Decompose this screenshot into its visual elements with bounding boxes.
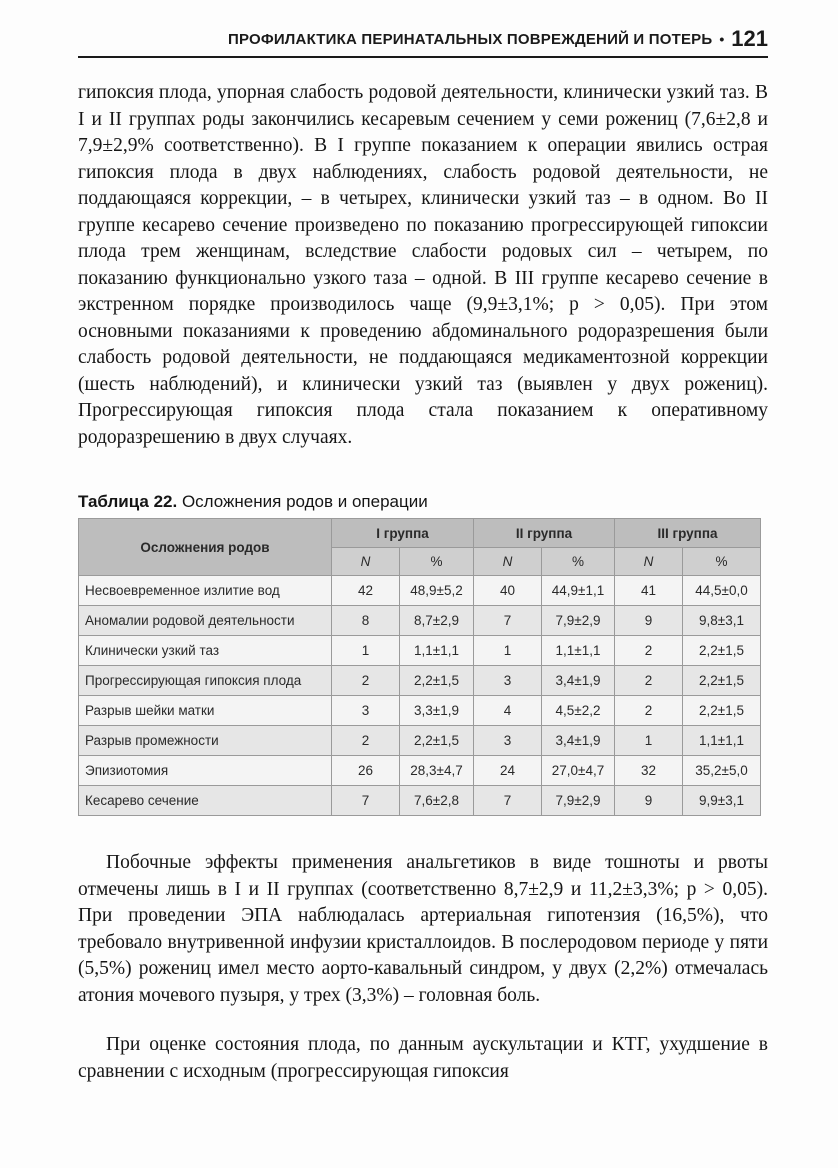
table-row	[79, 666, 761, 696]
cell-value: 48,9±5,2	[400, 576, 474, 606]
table-row	[79, 786, 761, 816]
table-row	[79, 606, 761, 636]
row-label: Разрыв промежности	[79, 726, 332, 756]
cell-value: 2,2±1,5	[683, 696, 761, 726]
table-row	[79, 576, 761, 606]
cell-value: 35,2±5,0	[683, 756, 761, 786]
subheader-n: N	[474, 548, 542, 576]
row-label: Разрыв шейки матки	[79, 696, 332, 726]
cell-value: 44,5±0,0	[683, 576, 761, 606]
header-separator: •	[719, 31, 725, 47]
cell-value: 9	[615, 786, 683, 816]
row-label: Кесарево сечение	[79, 786, 332, 816]
row-label: Несвоевременное излитие вод	[79, 576, 332, 606]
cell-value: 7,6±2,8	[400, 786, 474, 816]
cell-value: 28,3±4,7	[400, 756, 474, 786]
cell-value: 3,4±1,9	[542, 666, 615, 696]
table-caption-label: Таблица 22.	[78, 492, 178, 511]
cell-value: 2	[332, 666, 400, 696]
cell-value: 8	[332, 606, 400, 636]
cell-value: 42	[332, 576, 400, 606]
cell-value: 8,7±2,9	[400, 606, 474, 636]
cell-value: 3	[474, 666, 542, 696]
row-label: Прогрессирующая гипоксия плода	[79, 666, 332, 696]
cell-value: 7,9±2,9	[542, 786, 615, 816]
cell-value: 1,1±1,1	[400, 636, 474, 666]
table-row	[79, 756, 761, 786]
cell-value: 7	[474, 606, 542, 636]
subheader-n: N	[332, 548, 400, 576]
cell-value: 9	[615, 606, 683, 636]
table-header-row	[79, 519, 761, 548]
row-label: Эпизиотомия	[79, 756, 332, 786]
column-header-complications: Осложнения родов	[79, 519, 332, 576]
row-label: Аномалии родовой деятельности	[79, 606, 332, 636]
page-number: 121	[731, 26, 768, 51]
subheader-percent: %	[542, 548, 615, 576]
cell-value: 4	[474, 696, 542, 726]
cell-value: 1	[332, 636, 400, 666]
table-row	[79, 696, 761, 726]
cell-value: 44,9±1,1	[542, 576, 615, 606]
table-caption	[78, 492, 428, 512]
table-row	[79, 636, 761, 666]
cell-value: 2,2±1,5	[400, 726, 474, 756]
cell-value: 4,5±2,2	[542, 696, 615, 726]
cell-value: 3,4±1,9	[542, 726, 615, 756]
table-row	[79, 726, 761, 756]
cell-value: 2	[615, 696, 683, 726]
cell-value: 27,0±4,7	[542, 756, 615, 786]
cell-value: 2,2±1,5	[683, 636, 761, 666]
cell-value: 40	[474, 576, 542, 606]
subheader-n: N	[615, 548, 683, 576]
cell-value: 9,8±3,1	[683, 606, 761, 636]
cell-value: 3	[332, 696, 400, 726]
row-label: Клинически узкий таз	[79, 636, 332, 666]
complications-table	[78, 518, 761, 816]
cell-value: 3,3±1,9	[400, 696, 474, 726]
paragraph-1: гипоксия плода, упорная слабость родовой деятельности, клинически узкий таз. В I и II группах роды закончились кесаревым сечением у семи рожениц (7,6±2,8 и 7,9±2,9% соответственно). В I группе показанием к операции явились острая гипоксия плода в двух наблюдениях, слабость родовой деятельности, не поддающаяся коррекции, – в четырех, клинически узкий таз – в одном. Во II группе кесарево сечение произведено по показанию прогрессирующей гипоксии плода трем женщинам, вследствие слабости родовых сил – четырем, по показанию функционально узкого таза – одной. В III группе кесарево сечение в экстренном порядке производилось чаще (9,9±3,1%; p > 0,05). При этом основными показаниями к проведению абдоминального родоразрешения были слабость родовой деятельности, не поддающаяся медикаментозной коррекции (шесть наблюдений), и клинически узкий таз (выявлен у двух рожениц). Прогрессирующая гипоксия плода стала показанием к оперативному родоразрешению в двух случаях.	[78, 82, 768, 448]
cell-value: 2	[615, 636, 683, 666]
cell-value: 32	[615, 756, 683, 786]
cell-value: 26	[332, 756, 400, 786]
cell-value: 1	[474, 636, 542, 666]
cell-value: 41	[615, 576, 683, 606]
subheader-percent: %	[400, 548, 474, 576]
cell-value: 3	[474, 726, 542, 756]
cell-value: 2,2±1,5	[683, 666, 761, 696]
cell-value: 7	[474, 786, 542, 816]
paragraph-2: Побочные эффекты применения анальгетиков в виде тошноты и рвоты отмечены лишь в I и II группах (соответственно 8,7±2,9 и 11,2±3,3%; p > 0,05). При проведении ЭПА наблюдалась артериальная гипотензия (16,5%), что требовало внутривенной инфузии кристаллоидов. В послеродовом периоде у пяти (5,5%) рожениц имел место аорто-кавальный синдром, у двух (2,2%) отмечалась атония мочевого пузыря, у трех (3,3%) – головная боль.	[78, 852, 768, 1006]
cell-value: 24	[474, 756, 542, 786]
running-title: ПРОФИЛАКТИКА ПЕРИНАТАЛЬНЫХ ПОВРЕЖДЕНИЙ И ПОТЕРЬ	[227, 30, 713, 48]
running-header	[78, 22, 768, 58]
paragraph-3: При оценке состояния плода, по данным аускультации и КТГ, ухудшение в сравнении с исходным (прогрессирующая гипоксия	[78, 1034, 768, 1082]
cell-value: 9,9±3,1	[683, 786, 761, 816]
cell-value: 1,1±1,1	[683, 726, 761, 756]
cell-value: 2	[615, 666, 683, 696]
subheader-percent: %	[683, 548, 761, 576]
cell-value: 2	[332, 726, 400, 756]
cell-value: 1	[615, 726, 683, 756]
group-header-1: I группа	[332, 519, 474, 548]
cell-value: 7,9±2,9	[542, 606, 615, 636]
cell-value: 1,1±1,1	[542, 636, 615, 666]
group-header-2: II группа	[474, 519, 615, 548]
group-header-3: III группа	[615, 519, 761, 548]
table-caption-text: Осложнения родов и операции	[181, 492, 428, 511]
cell-value: 2,2±1,5	[400, 666, 474, 696]
cell-value: 7	[332, 786, 400, 816]
